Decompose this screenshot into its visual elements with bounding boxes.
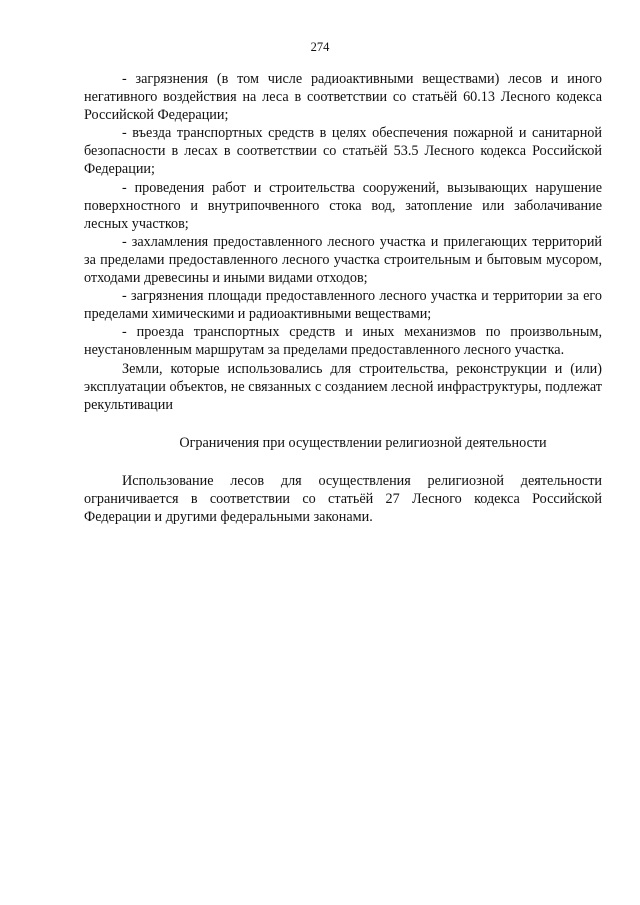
document-body <box>84 70 602 526</box>
list-item: - проезда транспортных средств и иных механизмов по произвольным, неустановленным маршрутам за пределами предоставленного лесного участка. <box>84 324 602 359</box>
list-item: - въезда транспортных средств в целях обеспечения пожарной и санитарной безопасности в лесах в соответствии со статьёй 53.5 Лесного кодекса Российской Федерации; <box>84 125 602 178</box>
list-item: - загрязнения (в том числе радиоактивными веществами) лесов и иного негативного воздействия на леса в соответствии со статьёй 60.13 Лесного кодекса Российской Федерации; <box>84 71 602 124</box>
religious-activity-paragraph: Использование лесов для осуществления религиозной деятельности ограничивается в соответствии со статьёй 27 Лесного кодекса Российской Федерации и другими федеральными законами. <box>84 472 602 526</box>
list-item: - загрязнения площади предоставленного лесного участка и территории за его пределами химическими и радиоактивными веществами; <box>84 288 602 323</box>
list-item: - захламления предоставленного лесного участка и прилегающих территорий за пределами предоставленного лесного участка строительным и бытовым мусором, отходами древесины и иными видами отходов; <box>84 233 602 287</box>
page-number: 274 <box>310 40 330 54</box>
reclamation-paragraph: Земли, которые использовались для строительства, реконструкции и (или) эксплуатации объектов, не связанных с созданием лесной инфраструктуры, подлежат рекультивации <box>84 360 602 413</box>
list-item: - проведения работ и строительства сооружений, вызывающих нарушение поверхностного и внутрипочвенного стока вод, затопление или заболачивание лесных участков; <box>84 179 602 232</box>
section-heading: Ограничения при осуществлении религиозной деятельности <box>179 434 547 451</box>
